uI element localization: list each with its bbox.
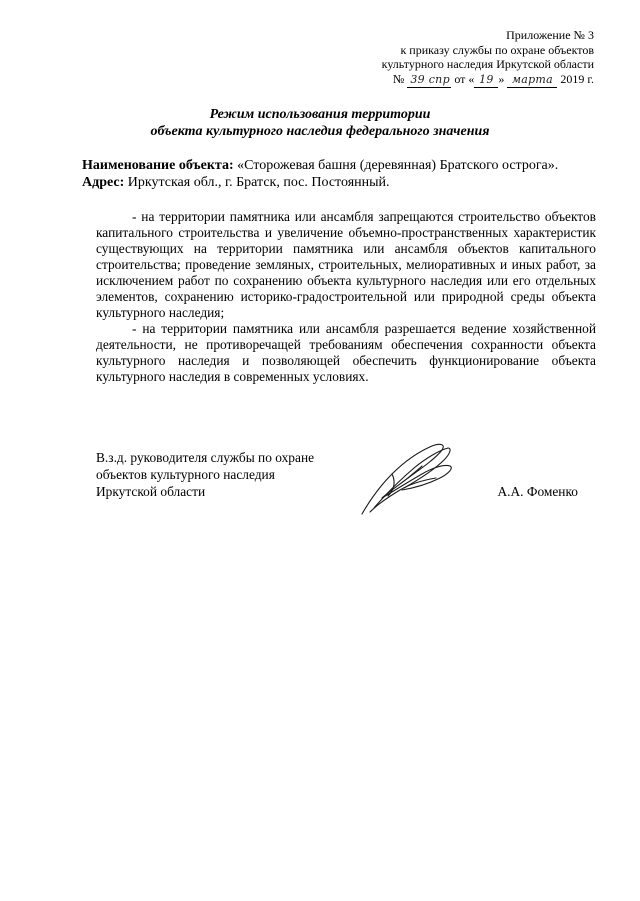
signatory-position xyxy=(96,449,314,500)
object-address-row xyxy=(82,174,602,191)
object-name-label: Наименование объекта: xyxy=(82,158,234,173)
number-prefix: № xyxy=(392,71,405,86)
annex-title: Приложение № 3 xyxy=(506,28,594,42)
annex-number-date xyxy=(382,72,594,89)
position-line-1: В.з.д. руководителя службы по охране xyxy=(96,450,315,465)
title-line-2: объекта культурного наследия федерального значения xyxy=(150,124,490,139)
object-name-row xyxy=(82,157,602,174)
permissions-paragraph: - на территории памятника или ансамбля разрешается ведение хозяйственной деятельности, не противоречащей требованиям обеспечения сохранности объекта культурного наследия и позволяющей обеспечить функционирование объекта культурного наследия в современных условиях. xyxy=(96,321,596,384)
date-year: 2019 г. xyxy=(560,71,594,86)
handwritten-month: марта xyxy=(507,73,557,89)
date-from: от « xyxy=(454,71,475,86)
object-name-value: «Сторожевая башня (деревянная) Братского острога». xyxy=(233,158,559,173)
signatory-name: А.А. Фоменко xyxy=(497,484,578,499)
annex-authority: культурного наследия Иркутской области xyxy=(381,57,594,71)
object-address-value: Иркутская обл., г. Братск, пос. Постоянный. xyxy=(124,175,390,190)
handwritten-day: 19 xyxy=(474,73,498,89)
date-mid: » xyxy=(498,71,505,86)
position-line-2: объектов культурного наследия xyxy=(96,467,275,482)
regime-text xyxy=(96,209,596,385)
object-address-label: Адрес: xyxy=(82,175,125,190)
annex-order-ref: к приказу службы по охране объектов xyxy=(400,42,594,57)
annex-header xyxy=(382,28,594,88)
handwritten-number: 39 спр xyxy=(407,73,451,89)
title-line-1: Режим использования территории xyxy=(209,107,431,122)
handwritten-signature-icon xyxy=(352,438,462,518)
prohibitions-paragraph: - на территории памятника или ансамбля запрещаются строительство объектов капитального строительства и увеличение объемно-пространственных характеристик существующих на территории памятника или ансамбля объектов капитального строительства; проведение земляных, строительных, мелиоративных и иных работ, за исключением работ по сохранению объекта культурного наследия или его отдельных элементов, сохранению историко-градостроительной или природной среды объекта культурного наследия; xyxy=(96,209,596,320)
object-info xyxy=(82,157,602,191)
position-line-3: Иркутской области xyxy=(96,484,206,499)
document-title xyxy=(0,106,640,140)
